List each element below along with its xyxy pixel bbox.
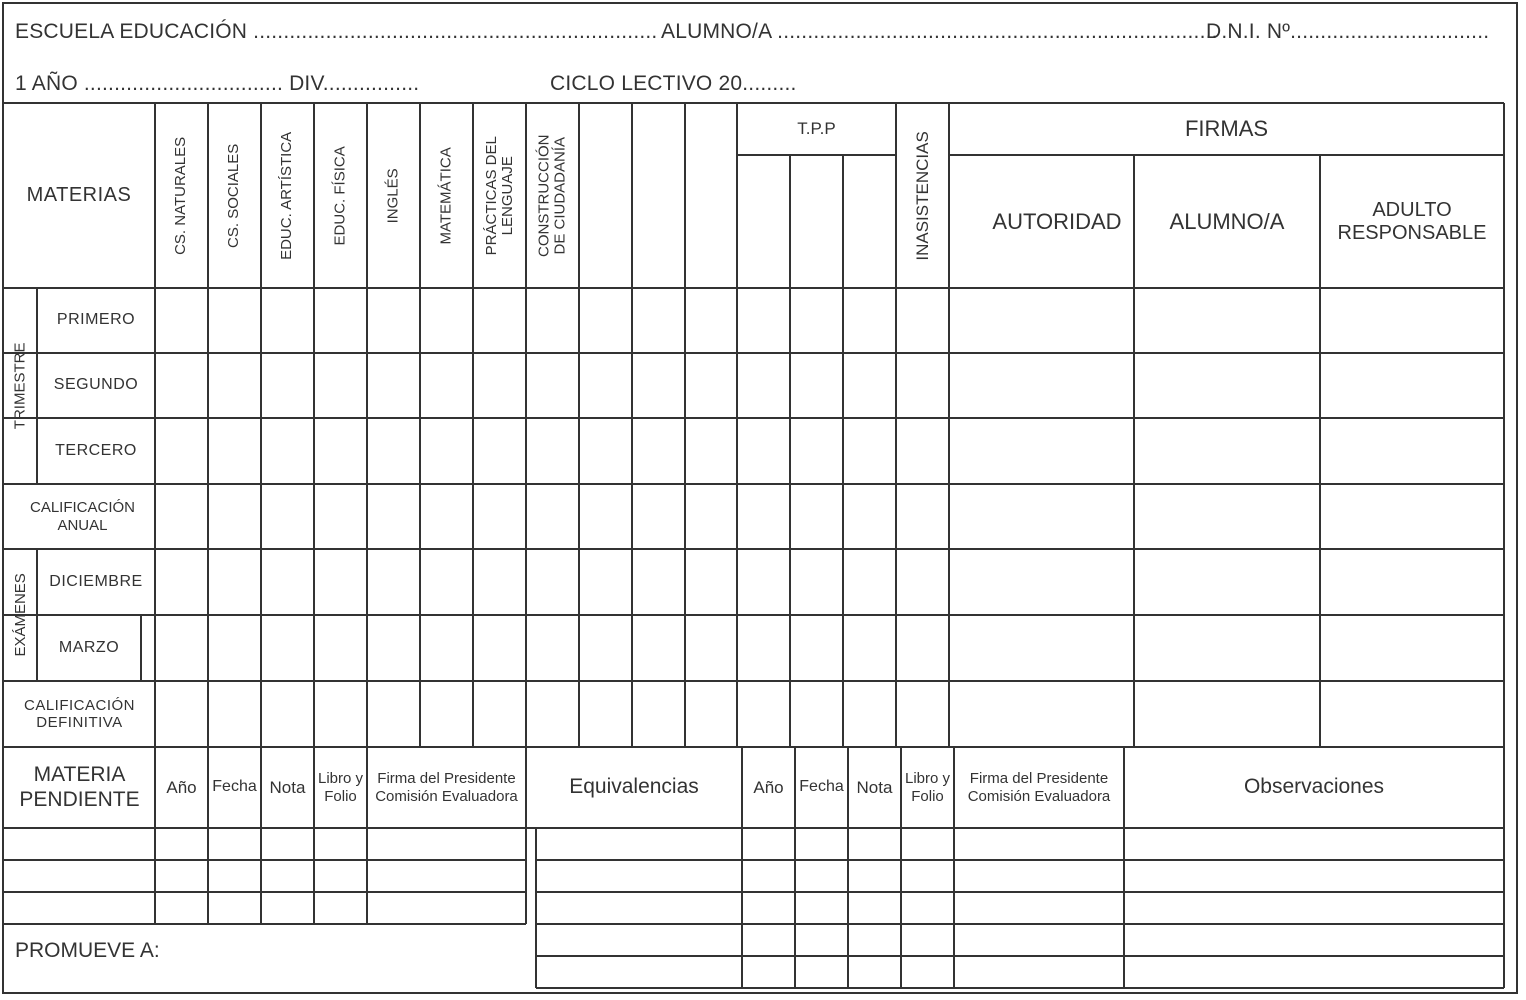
pending-subject-header: MATERIA PENDIENTE — [19, 763, 140, 811]
signature-guardian-header: ADULTO RESPONSABLE — [1337, 198, 1487, 244]
subject-natural-sciences: CS. NATURALES — [172, 136, 190, 255]
subject-citizenship: CONSTRUCCIÓN DE CIUDADANÍA — [535, 134, 569, 257]
pending-date-header: Fecha — [212, 778, 257, 796]
observations-header: Observaciones — [1243, 775, 1385, 799]
tpp-header: T.P.P — [797, 119, 836, 139]
dni-field[interactable]: D.N.I. Nº................................. — [1206, 20, 1490, 43]
row-label-december: DICIEMBRE — [49, 572, 143, 590]
subjects-header: MATERIAS — [26, 184, 132, 206]
subject-english: INGLÉS — [384, 167, 402, 224]
subject-language-practices: PRÁCTICAS DEL LENGUAJE — [482, 135, 516, 256]
subject-physical-education: EDUC. FÍSICA — [331, 145, 349, 246]
signature-authority-header: AUTORIDAD — [992, 208, 1122, 234]
signatures-header: FIRMAS — [1184, 116, 1269, 142]
row-label-first: PRIMERO — [56, 311, 136, 329]
pending-signature-header: Firma del Presidente Comisión Evaluadora — [375, 770, 518, 805]
equivalence-date-header: Fecha — [799, 778, 844, 796]
promotes-to-field[interactable]: PROMUEVE A: — [15, 938, 160, 962]
row-label-third: TERCERO — [55, 441, 137, 459]
row-label-final-grade: CALIFICACIÓN DEFINITIVA — [23, 696, 135, 731]
equivalence-year-header: Año — [753, 777, 784, 797]
equivalence-book-header: Libro y Folio — [904, 770, 951, 805]
pending-year-header: Año — [166, 777, 197, 797]
subject-art-education: EDUC. ARTÍSTICA — [278, 131, 296, 260]
exams-group-label: EXÁMENES — [11, 573, 29, 657]
school-cycle-field[interactable]: CICLO LECTIVO 20......... — [550, 72, 797, 95]
row-label-annual-grade: CALIFICACIÓN ANUAL — [29, 499, 135, 534]
student-name-field[interactable]: ALUMNO/A ......................................................................... — [661, 20, 1218, 43]
school-field[interactable]: ESCUELA EDUCACIÓN ................................................................... — [15, 20, 658, 43]
year-division-field[interactable]: 1 AÑO ................................. DIV................ — [15, 72, 420, 95]
pending-grade-header: Nota — [269, 777, 306, 797]
equivalence-signature-header: Firma del Presidente Comisión Evaluadora — [967, 770, 1111, 805]
row-label-second: SEGUNDO — [53, 376, 139, 394]
row-label-march: MARZO — [58, 638, 120, 656]
pending-book-header: Libro y Folio — [317, 770, 364, 805]
equivalence-grade-header: Nota — [856, 777, 893, 797]
signature-student-header: ALUMNO/A — [1169, 208, 1285, 234]
trimester-group-label: TRIMESTRE — [11, 342, 29, 430]
subject-social-sciences: CS. SOCIALES — [225, 143, 243, 248]
subject-mathematics: MATEMÁTICA — [437, 146, 455, 245]
absences-header: INASISTENCIAS — [912, 130, 932, 261]
equivalences-header: Equivalencias — [569, 775, 699, 799]
